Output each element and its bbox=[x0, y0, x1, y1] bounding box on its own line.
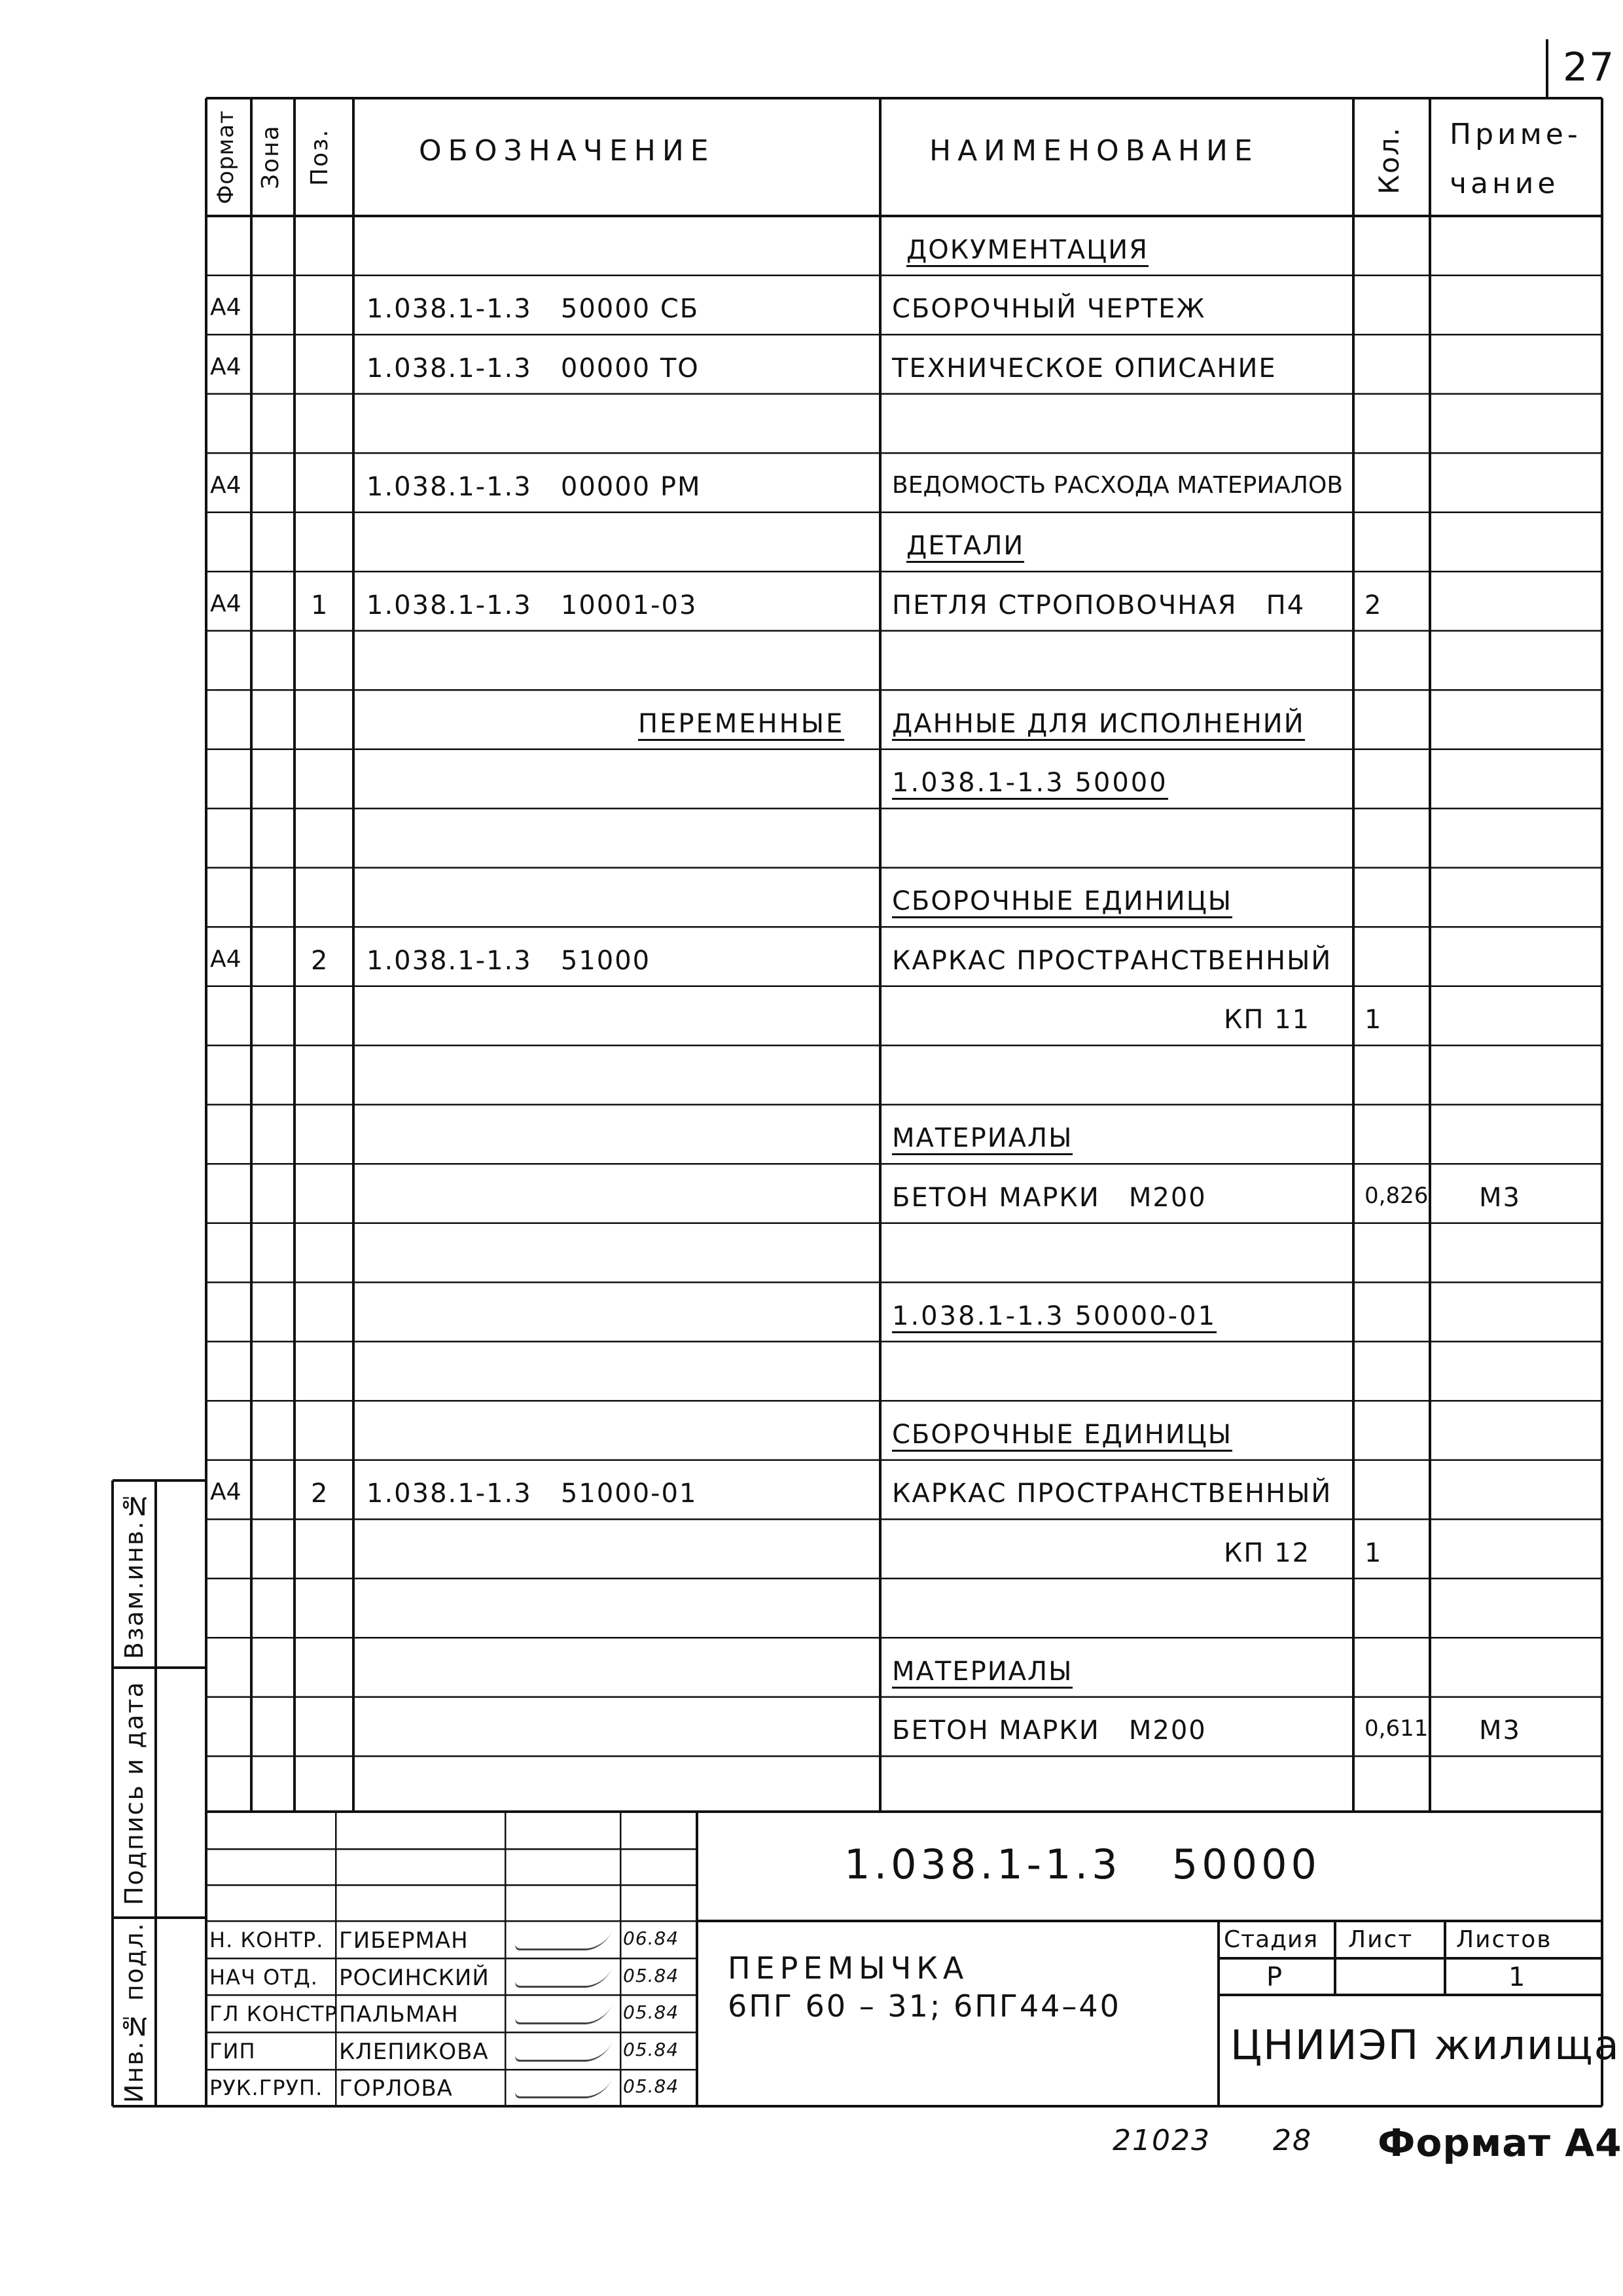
table-row bbox=[206, 1697, 1602, 1757]
cell-name: КАРКАС ПРОСТРАНСТВЕННЫЙ bbox=[892, 945, 1332, 976]
cell-designation: 1.038.1-1.3 51000-01 bbox=[366, 1479, 698, 1509]
table-row bbox=[206, 1164, 1602, 1223]
table-row bbox=[206, 216, 1602, 276]
cell-qty: 1 bbox=[1364, 1537, 1383, 1568]
table-row bbox=[206, 1342, 1602, 1401]
sheets-label: Листов bbox=[1456, 1926, 1552, 1953]
table-row bbox=[206, 1460, 1602, 1520]
signature-role: РУК.ГРУП. bbox=[209, 2075, 323, 2101]
header-zone: Зона bbox=[257, 124, 284, 190]
section-heading: СБОРОЧНЫЕ ЕДИНИЦЫ bbox=[892, 1420, 1232, 1452]
signature-date: 06.84 bbox=[623, 1928, 679, 1949]
table-row bbox=[206, 986, 1602, 1046]
section-heading: МАТЕРИАЛЫ bbox=[892, 1123, 1073, 1155]
cell-designation: 1.038.1-1.3 51000 bbox=[366, 945, 651, 976]
header-name: НАИМЕНОВАНИЕ bbox=[929, 134, 1259, 168]
signature-name: ГОРЛОВА bbox=[339, 2075, 453, 2102]
product-name-line2: 6ПГ 60 – 31; 6ПГ44–40 bbox=[728, 1988, 1121, 2024]
signature-role: ГИП bbox=[209, 2038, 256, 2064]
cell-name: КП 12 bbox=[1224, 1537, 1311, 1568]
sheet-number: 27 bbox=[1563, 45, 1616, 90]
section-heading: СБОРОЧНЫЕ ЕДИНИЦЫ bbox=[892, 886, 1232, 918]
table-row bbox=[206, 1401, 1602, 1460]
cell-pos: 2 bbox=[311, 1479, 329, 1509]
cell-name: СБОРОЧНЫЙ ЧЕРТЕЖ bbox=[892, 294, 1206, 324]
page-number: 28 bbox=[1273, 2124, 1312, 2157]
stage-value: Р bbox=[1266, 1962, 1284, 1992]
cell-pos: 2 bbox=[311, 945, 329, 976]
signature-role: Н. КОНТР. bbox=[209, 1928, 324, 1952]
cell-format: А4 bbox=[210, 294, 241, 321]
table-row bbox=[206, 453, 1602, 512]
table-row bbox=[206, 1045, 1602, 1105]
cell-format: А4 bbox=[210, 353, 241, 380]
table-row bbox=[206, 1223, 1602, 1283]
section-heading: ДОКУМЕНТАЦИЯ bbox=[906, 235, 1149, 267]
table-row bbox=[206, 749, 1602, 809]
signature-date: 05.84 bbox=[623, 2001, 679, 2024]
cell-designation: 1.038.1-1.3 00000 ТО bbox=[366, 353, 700, 384]
table-row bbox=[206, 1105, 1602, 1164]
cell-note: М3 bbox=[1479, 1182, 1521, 1213]
table-row bbox=[206, 631, 1602, 691]
cell-format: А4 bbox=[210, 1479, 241, 1505]
table-row bbox=[206, 571, 1602, 631]
product-name-line1: ПЕРЕМЫЧКА bbox=[728, 1950, 969, 1986]
table-row bbox=[206, 1282, 1602, 1342]
stage-label: Стадия bbox=[1224, 1926, 1319, 1953]
cell-name: ТЕХНИЧЕСКОЕ ОПИСАНИЕ bbox=[892, 353, 1277, 384]
cell-name: ВЕДОМОСТЬ РАСХОДА МАТЕРИАЛОВ bbox=[892, 471, 1344, 499]
signature-date: 05.84 bbox=[623, 2038, 679, 2060]
side-label-vzam-inv: Взам.инв.№ bbox=[120, 1490, 149, 1659]
signature-name: ГИБЕРМАН bbox=[339, 1928, 469, 1954]
signature-name: КЛЕПИКОВА bbox=[339, 2038, 489, 2065]
sheets-value: 1 bbox=[1508, 1962, 1527, 1992]
table-row bbox=[206, 1638, 1602, 1697]
signature-date: 05.84 bbox=[623, 2075, 679, 2098]
header-note-line1: Приме- bbox=[1450, 118, 1582, 151]
format-label: Формат А4 bbox=[1378, 2121, 1622, 2165]
cell-designation: 1.038.1-1.3 00000 РМ bbox=[366, 471, 702, 502]
cell-qty: 0,611 bbox=[1364, 1715, 1429, 1742]
sheet-label: Лист bbox=[1348, 1926, 1414, 1953]
signature-role: НАЧ ОТД. bbox=[209, 1964, 318, 1990]
cell-name: ПЕТЛЯ СТРОПОВОЧНАЯ П4 bbox=[892, 590, 1306, 620]
cell-pos: 1 bbox=[311, 590, 329, 620]
section-heading: 1.038.1-1.3 50000-01 bbox=[892, 1301, 1217, 1333]
header-designation: ОБОЗНАЧЕНИЕ bbox=[419, 134, 715, 168]
cell-qty: 1 bbox=[1364, 1005, 1383, 1035]
section-heading: 1.038.1-1.3 50000 bbox=[892, 768, 1168, 800]
section-heading: ДАННЫЕ ДЛЯ ИСПОЛНЕНИЙ bbox=[892, 709, 1305, 741]
cell-qty: 0,826 bbox=[1364, 1182, 1429, 1209]
cell-name: КП 11 bbox=[1224, 1005, 1311, 1035]
cell-format: А4 bbox=[210, 945, 241, 973]
section-heading: ДЕТАЛИ bbox=[906, 531, 1024, 563]
cell-qty: 2 bbox=[1364, 590, 1383, 620]
organization: ЦНИИЭП жилища bbox=[1230, 2021, 1620, 2069]
table-row bbox=[206, 927, 1602, 986]
table-row bbox=[206, 512, 1602, 572]
cell-designation: 1.038.1-1.3 10001-03 bbox=[366, 590, 698, 620]
side-label-inv-podl: Инв.№ подл. bbox=[120, 1922, 149, 2104]
table-row bbox=[206, 394, 1602, 454]
header-pos: Поз. bbox=[306, 128, 333, 186]
table-row bbox=[206, 868, 1602, 927]
side-label-podpis-data: Подпись и дата bbox=[120, 1681, 149, 1906]
cell-designation: 1.038.1-1.3 50000 СБ bbox=[366, 294, 700, 324]
table-row bbox=[206, 808, 1602, 868]
header-qty: Кол. bbox=[1373, 126, 1405, 194]
signature-role: ГЛ КОНСТР bbox=[209, 2001, 338, 2027]
header-note-line2: чание bbox=[1450, 167, 1560, 200]
archive-number: 21023 bbox=[1113, 2124, 1211, 2157]
table-row bbox=[206, 1579, 1602, 1638]
signature-name: РОСИНСКИЙ bbox=[339, 1964, 490, 1991]
cell-designation: ПЕРЕМЕННЫЕ bbox=[638, 709, 844, 741]
table-row bbox=[206, 1519, 1602, 1579]
cell-name: БЕТОН МАРКИ М200 bbox=[892, 1182, 1207, 1213]
section-heading: МАТЕРИАЛЫ bbox=[892, 1657, 1073, 1689]
cell-note: М3 bbox=[1479, 1715, 1521, 1746]
cell-name: БЕТОН МАРКИ М200 bbox=[892, 1715, 1207, 1746]
signature-date: 05.84 bbox=[623, 1964, 679, 1986]
table-row bbox=[206, 276, 1602, 335]
doc-number: 1.038.1-1.3 50000 bbox=[844, 1840, 1321, 1888]
header-format: Формат bbox=[213, 110, 239, 204]
cell-format: А4 bbox=[210, 471, 241, 499]
signature-name: ПАЛЬМАН bbox=[339, 2001, 459, 2028]
table-row bbox=[206, 690, 1602, 749]
table-row bbox=[206, 334, 1602, 394]
cell-name: КАРКАС ПРОСТРАНСТВЕННЫЙ bbox=[892, 1479, 1332, 1509]
cell-format: А4 bbox=[210, 590, 241, 617]
